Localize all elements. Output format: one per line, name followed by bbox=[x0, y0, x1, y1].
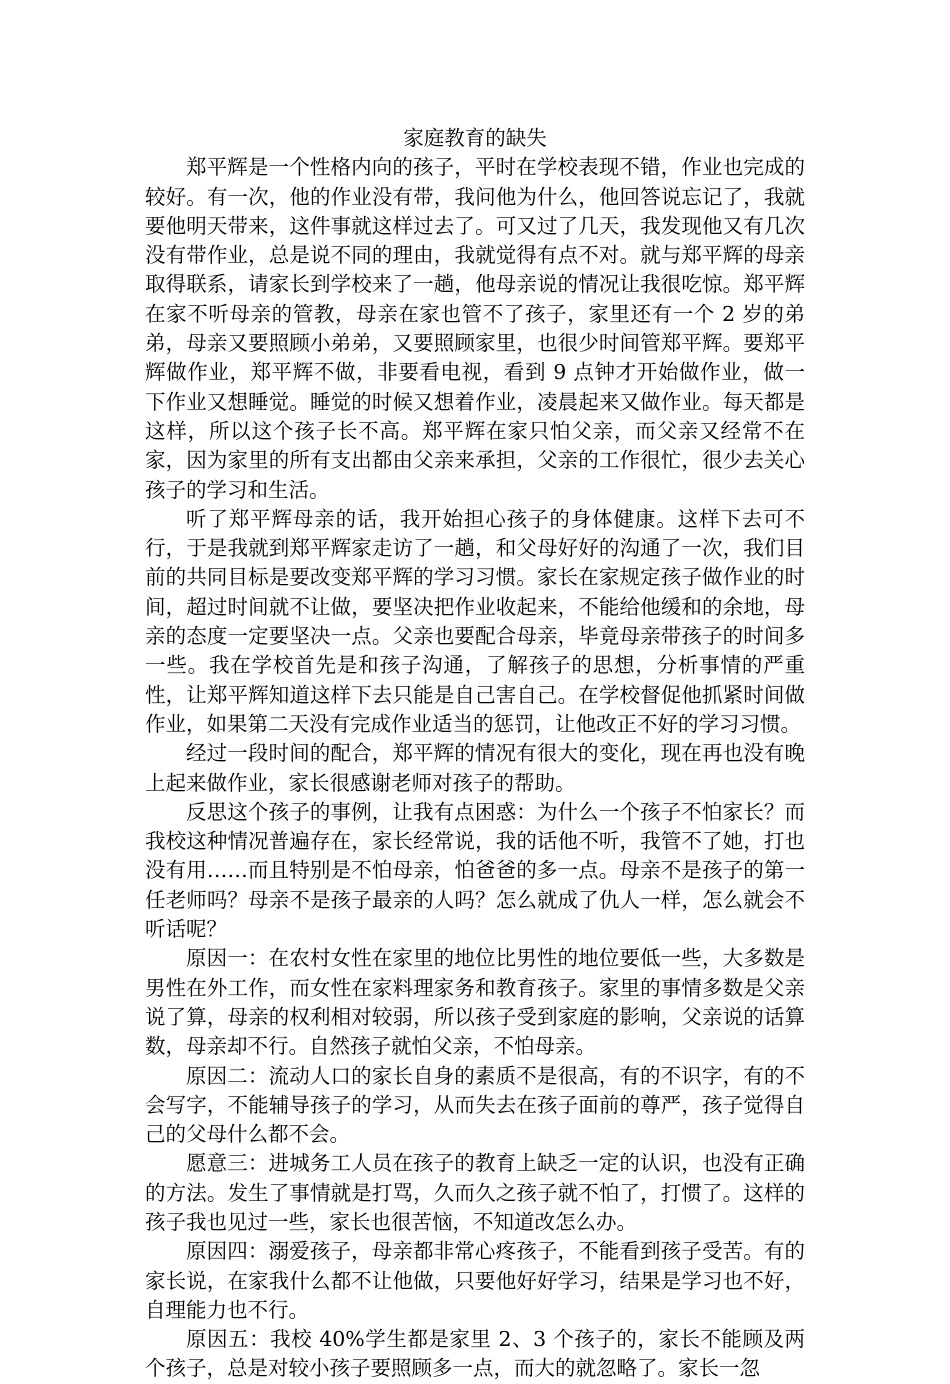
paragraph-1: 郑平辉是一个性格内向的孩子，平时在学校表现不错，作业也完成的较好。有一次，他的作业没有带，我问他为什么，他回答说忘记了，我就要他明天带来，这件事就这样过去了。可又过了几天，我发现他又有几次没有带作业，总是说不同的理由，我就觉得有点不对。就与郑平辉的母亲取得联系，请家长到学校来了一趟，他母亲说的情况让我很吃惊。郑平辉在家不听母亲的管教，母亲在家也管不了孩子，家里还有一个 2 岁的弟弟，母亲又要照顾小弟弟，又要照顾家里，也很少时间管郑平辉。要郑平辉做作业，郑平辉不做，非要看电视，看到 9 点钟才开始做作业，做一下作业又想睡觉。睡觉的时候又想着作业，凌晨起来又做作业。每天都是这样，所以这个孩子长不高。郑平辉在家只怕父亲，而父亲又经常不在家，因为家里的所有支出都由父亲来承担，父亲的工作很忙，很少去关心孩子的学习和生活。 bbox=[145, 155, 805, 502]
paragraph-7: 愿意三：进城务工人员在孩子的教育上缺乏一定的认识，也没有正确的方法。发生了事情就是打骂，久而久之孩子就不怕了，打惯了。这样的孩子我也见过一些，家长也很苦恼，不知道改怎么办。 bbox=[145, 1151, 805, 1234]
paragraph-5: 原因一：在农村女性在家里的地位比男性的地位要低一些，大多数是男性在外工作，而女性在家料理家务和教育孩子。家里的事情多数是父亲说了算，母亲的权利相对较弱，所以孩子受到家庭的影响，父亲说的话算数，母亲却不行。自然孩子就怕父亲，不怕母亲。 bbox=[145, 946, 805, 1059]
document-page bbox=[145, 124, 805, 1384]
paragraph-8: 原因四：溺爱孩子，母亲都非常心疼孩子，不能看到孩子受苦。有的家长说，在家我什么都不让他做，只要他好好学习，结果是学习也不好，自理能力也不行。 bbox=[145, 1239, 805, 1322]
paragraph-3: 经过一段时间的配合，郑平辉的情况有很大的变化，现在再也没有晚上起来做作业，家长很感谢老师对孩子的帮助。 bbox=[145, 741, 805, 795]
paragraph-4: 反思这个孩子的事例，让我有点困惑：为什么一个孩子不怕家长？而我校这种情况普遍存在，家长经常说，我的话他不听，我管不了她，打也没有用……而且特别是不怕母亲，怕爸爸的多一点。母亲不是孩子的第一任老师吗？母亲不是孩子最亲的人吗？怎么就成了仇人一样，怎么就会不听话呢？ bbox=[145, 799, 805, 942]
paragraph-2: 听了郑平辉母亲的话，我开始担心孩子的身体健康。这样下去可不行，于是我就到郑平辉家走访了一趟，和父母好好的沟通了一次，我们目前的共同目标是要改变郑平辉的学习习惯。家长在家规定孩子做作业的时间，超过时间就不让做，要坚决把作业收起来，不能给他缓和的余地，母亲的态度一定要坚决一点。父亲也要配合母亲，毕竟母亲带孩子的时间多一些。我在学校首先是和孩子沟通，了解孩子的思想，分析事情的严重性，让郑平辉知道这样下去只能是自己害自己。在学校督促他抓紧时间做作业，如果第二天没有完成作业适当的惩罚，让他改正不好的学习习惯。 bbox=[145, 506, 805, 736]
document-title: 家庭教育的缺失 bbox=[403, 126, 547, 150]
paragraph-6: 原因二：流动人口的家长自身的素质不是很高，有的不识字，有的不会写字，不能辅导孩子的学习，从而失去在孩子面前的尊严，孩子觉得自己的父母什么都不会。 bbox=[145, 1063, 805, 1147]
paragraph-9: 原因五：我校 40%学生都是家里 2、3 个孩子的，家长不能顾及两个孩子，总是对较小孩子要照顾多一点，而大的就忽略了。家长一忽 bbox=[145, 1327, 805, 1381]
